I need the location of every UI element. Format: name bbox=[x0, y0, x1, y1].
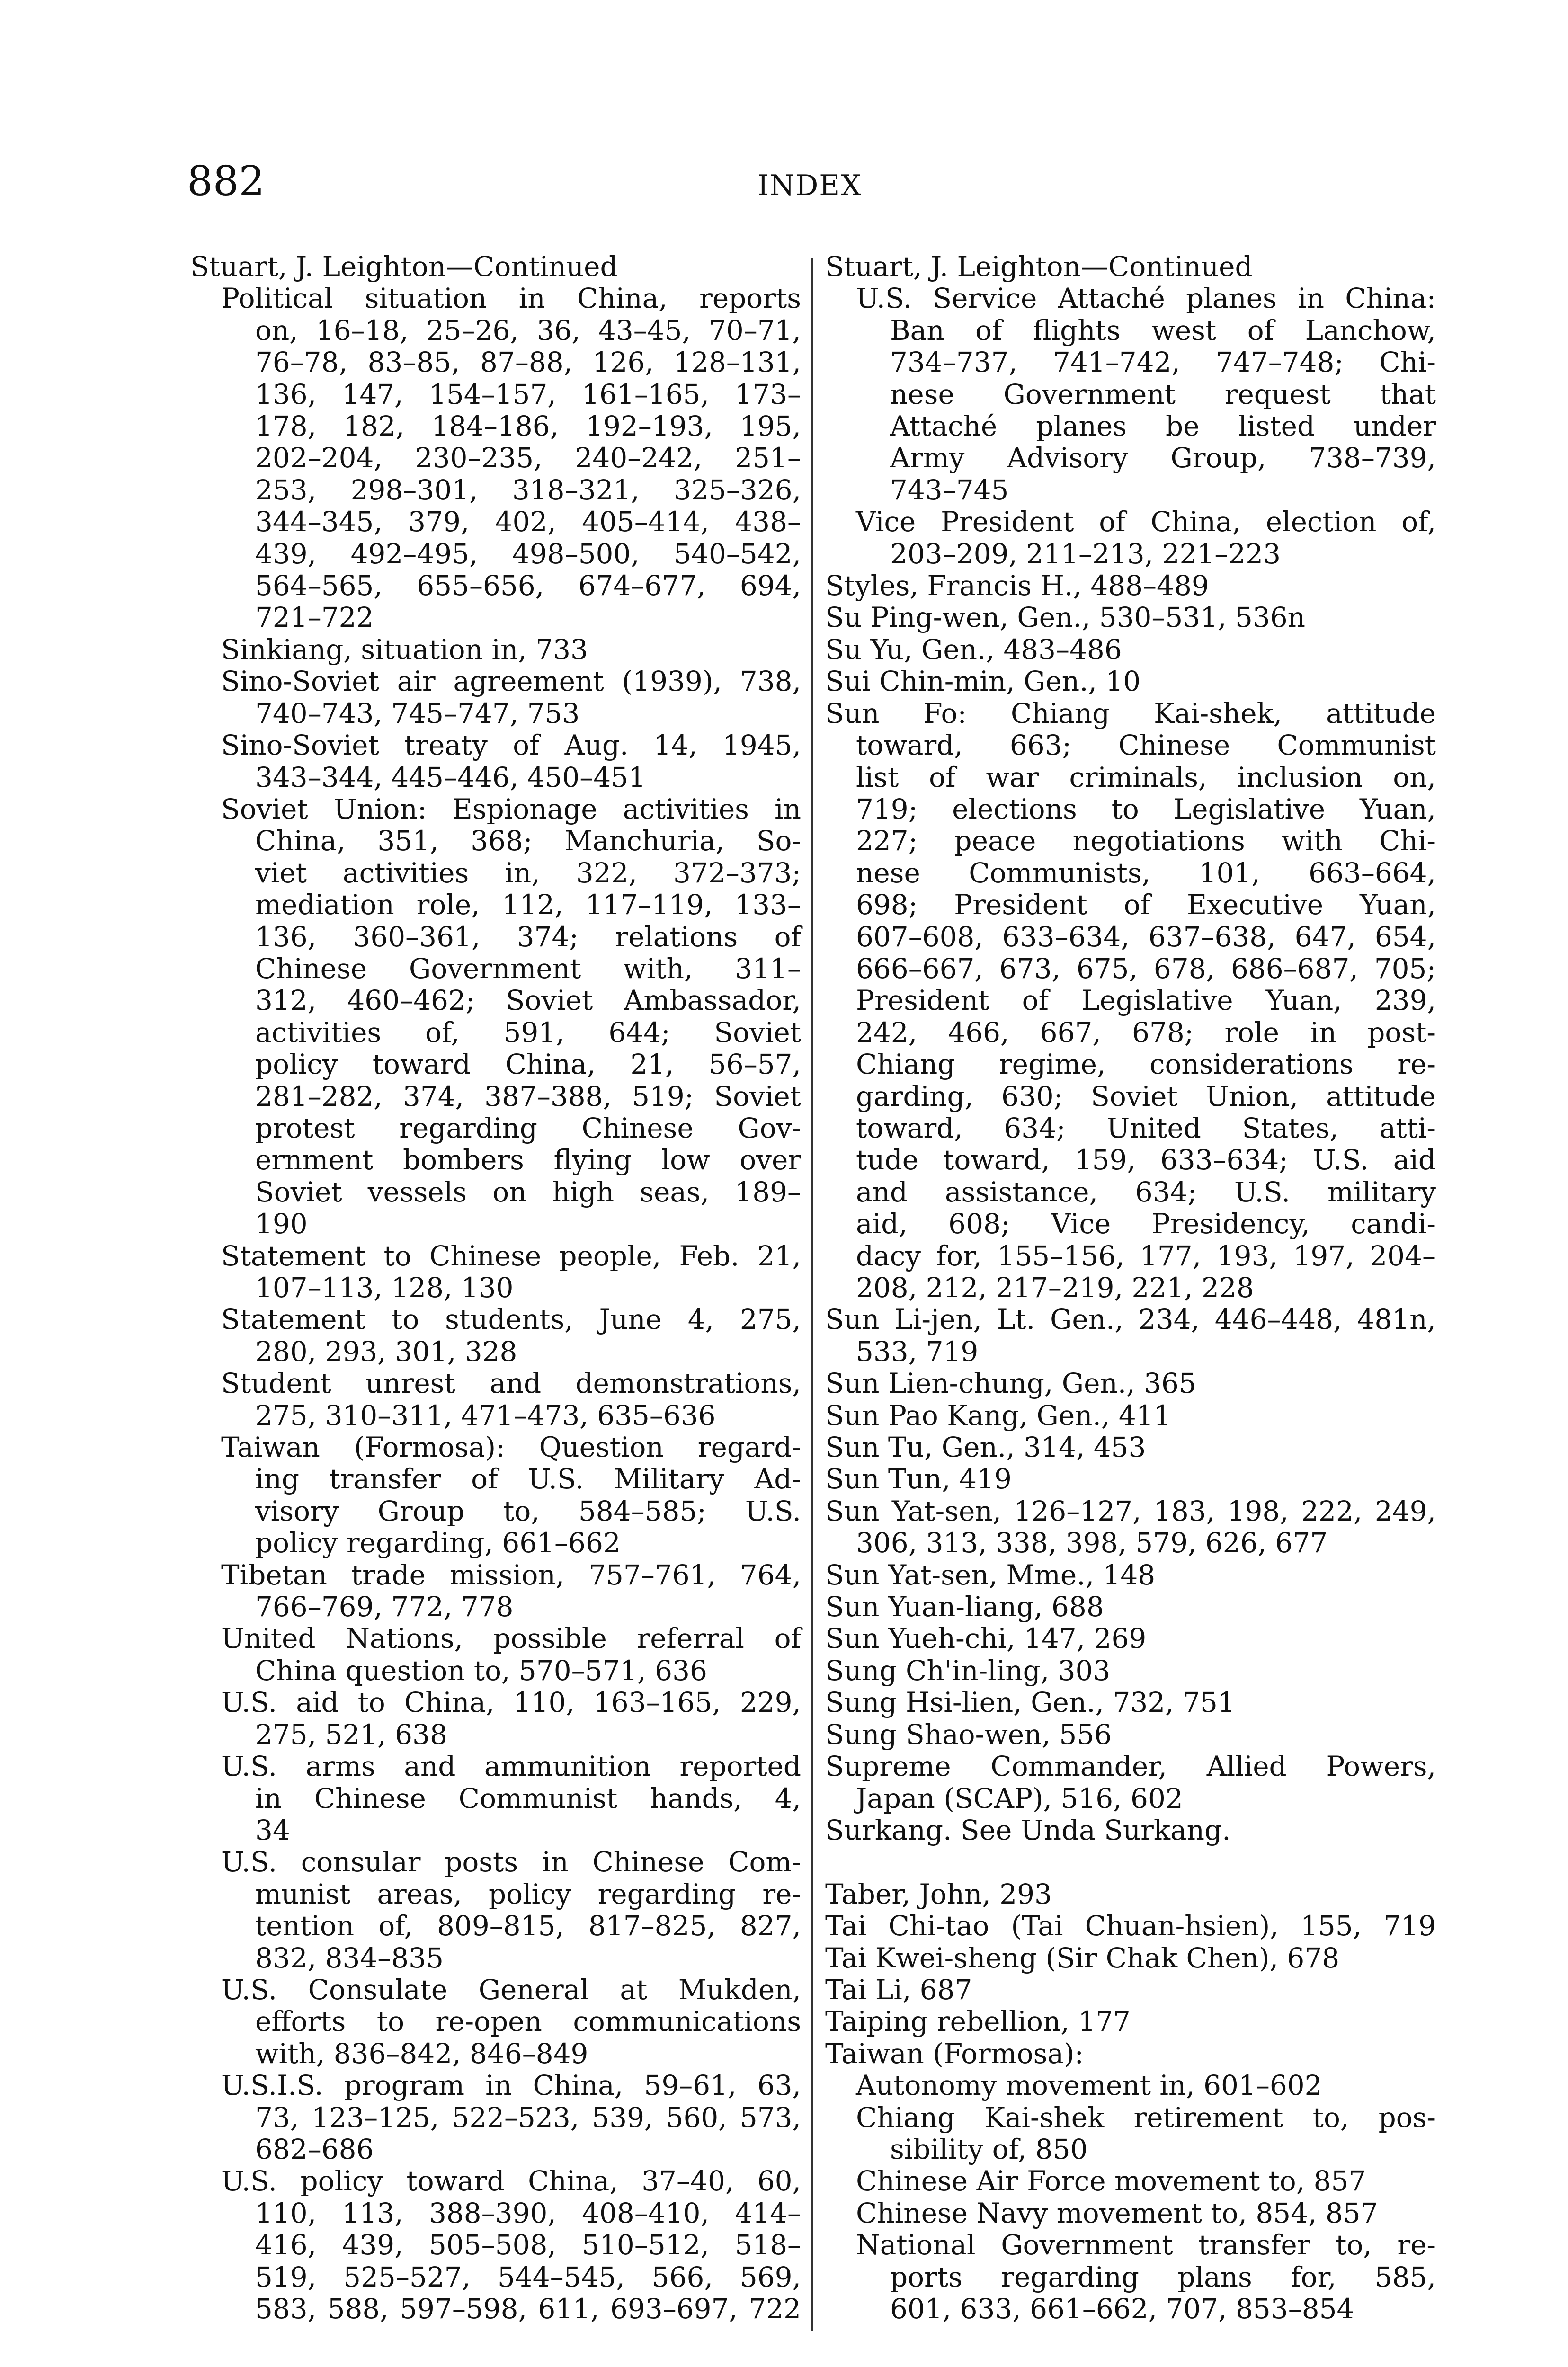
index-entry-line: 306, 313, 338, 398, 579, 626, 677 bbox=[856, 1527, 1328, 1559]
index-entry-line: Sun Li-jen, Lt. Gen., 234, 446–448, 481n, bbox=[825, 1303, 1436, 1336]
right-index-column bbox=[825, 251, 1436, 2325]
index-entry-line: with, 836–842, 846–849 bbox=[255, 2037, 588, 2070]
index-entry-line: on, 16–18, 25–26, 36, 43–45, 70–71, bbox=[255, 314, 801, 347]
index-entry-line: 343–344, 445–446, 450–451 bbox=[255, 761, 646, 793]
index-entry-line: Sino-Soviet treaty of Aug. 14, 1945, bbox=[221, 729, 801, 762]
index-entry-line: visory Group to, 584–585; U.S. bbox=[255, 1495, 801, 1527]
index-entry-line: 34 bbox=[255, 1814, 290, 1846]
index-entry-line: 719; elections to Legislative Yuan, bbox=[856, 792, 1436, 825]
index-entry-line bbox=[825, 1846, 1436, 1878]
index-entry-line: 208, 212, 217–219, 221, 228 bbox=[856, 1272, 1254, 1304]
index-entry-line: aid, 608; Vice Presidency, candi- bbox=[856, 1208, 1436, 1240]
index-entry-line: Sinkiang, situation in, 733 bbox=[221, 633, 588, 666]
index-entry-line: Tai Li, 687 bbox=[825, 1973, 972, 2006]
index-entry-line: Sun Lien-chung, Gen., 365 bbox=[825, 1367, 1196, 1400]
index-entry-line: U.S. arms and ammunition reported bbox=[221, 1750, 801, 1783]
index-entry-line: Chinese Air Force movement to, 857 bbox=[856, 2165, 1366, 2198]
index-entry-line: Soviet Union: Espionage activities in bbox=[221, 792, 801, 825]
index-entry-line: Su Yu, Gen., 483–486 bbox=[825, 633, 1122, 666]
index-entry-line: Sung Ch'in-ling, 303 bbox=[825, 1654, 1111, 1687]
index-entry-line: Sun Tu, Gen., 314, 453 bbox=[825, 1431, 1146, 1464]
index-entry-line: Chiang Kai-shek retirement to, pos- bbox=[856, 2101, 1436, 2134]
index-entry-line: 439, 492–495, 498–500, 540–542, bbox=[255, 537, 801, 570]
index-entry-line: Sun Fo: Chiang Kai-shek, attitude bbox=[825, 697, 1436, 730]
index-entry-line: efforts to re-open communications bbox=[255, 2005, 801, 2038]
index-entry-line: 275, 521, 638 bbox=[255, 1718, 447, 1751]
index-entry-line: 416, 439, 505–508, 510–512, 518– bbox=[255, 2229, 801, 2261]
index-entry-line: 698; President of Executive Yuan, bbox=[856, 889, 1436, 921]
index-entry-line: National Government transfer to, re- bbox=[856, 2229, 1436, 2261]
index-entry-line: 136, 147, 154–157, 161–165, 173– bbox=[255, 378, 801, 410]
index-entry-line: 253, 298–301, 318–321, 325–326, bbox=[255, 473, 801, 506]
index-entry-line: Ban of flights west of Lanchow, bbox=[890, 314, 1436, 347]
index-entry-line: U.S. Consulate General at Mukden, bbox=[221, 1973, 801, 2006]
left-index-column bbox=[190, 251, 801, 2325]
index-entry-line: 73, 123–125, 522–523, 539, 560, 573, bbox=[255, 2101, 801, 2134]
index-entry-line: and assistance, 634; U.S. military bbox=[856, 1175, 1436, 1208]
index-entry-line: Japan (SCAP), 516, 602 bbox=[856, 1782, 1183, 1815]
index-entry-line: U.S.I.S. program in China, 59–61, 63, bbox=[221, 2069, 801, 2102]
column-divider bbox=[811, 258, 813, 2331]
index-entry-line: dacy for, 155–156, 177, 193, 197, 204– bbox=[856, 1239, 1436, 1272]
index-entry-line: Army Advisory Group, 738–739, bbox=[890, 442, 1436, 474]
index-entry-line: 203–209, 211–213, 221–223 bbox=[890, 537, 1281, 570]
index-entry-line: Sun Yuan-liang, 688 bbox=[825, 1591, 1104, 1623]
index-entry-line: activities of, 591, 644; Soviet bbox=[255, 1016, 801, 1049]
index-entry-line: 564–565, 655–656, 674–677, 694, bbox=[255, 570, 801, 602]
index-entry-line: 202–204, 230–235, 240–242, 251– bbox=[255, 442, 801, 474]
index-entry-line: Chinese Navy movement to, 854, 857 bbox=[856, 2197, 1378, 2229]
index-entry-line: Sun Tun, 419 bbox=[825, 1463, 1012, 1495]
index-entry-line: 740–743, 745–747, 753 bbox=[255, 697, 580, 730]
index-entry-line: sibility of, 850 bbox=[890, 2133, 1088, 2165]
index-entry-line: 110, 113, 388–390, 408–410, 414– bbox=[255, 2197, 801, 2229]
index-entry-line: ports regarding plans for, 585, bbox=[890, 2260, 1436, 2293]
index-entry-line: nese Communists, 101, 663–664, bbox=[856, 856, 1436, 889]
index-entry-line: U.S. aid to China, 110, 163–165, 229, bbox=[221, 1686, 801, 1719]
index-entry-line: 721–722 bbox=[255, 601, 374, 634]
index-entry-line: China question to, 570–571, 636 bbox=[255, 1654, 707, 1687]
index-entry-line: Sun Yat-sen, 126–127, 183, 198, 222, 249, bbox=[825, 1495, 1436, 1527]
index-entry-line: 766–769, 772, 778 bbox=[255, 1591, 514, 1623]
index-entry-line: 280, 293, 301, 328 bbox=[255, 1335, 517, 1368]
index-entry-line: 190 bbox=[255, 1208, 308, 1240]
index-entry-line: 275, 310–311, 471–473, 635–636 bbox=[255, 1399, 716, 1432]
index-entry-line: Supreme Commander, Allied Powers, bbox=[825, 1750, 1436, 1783]
index-entry-line: Sung Hsi-lien, Gen., 732, 751 bbox=[825, 1686, 1235, 1719]
index-entry-line: Sun Yat-sen, Mme., 148 bbox=[825, 1558, 1156, 1591]
index-entry-line: 136, 360–361, 374; relations of bbox=[255, 920, 801, 953]
index-entry-line: Stuart, J. Leighton—Continued bbox=[825, 250, 1253, 283]
index-entry-line: President of Legislative Yuan, 239, bbox=[856, 984, 1436, 1017]
index-entry-line: Taber, John, 293 bbox=[825, 1878, 1052, 1910]
index-entry-line: 832, 834–835 bbox=[255, 1941, 444, 1974]
index-entry-line: tude toward, 159, 633–634; U.S. aid bbox=[856, 1144, 1436, 1176]
index-entry-line: nese Government request that bbox=[890, 378, 1436, 410]
page-number: 882 bbox=[187, 158, 265, 205]
index-entry-line: Styles, Francis H., 488–489 bbox=[825, 570, 1209, 602]
index-entry-line: Stuart, J. Leighton—Continued bbox=[190, 250, 618, 283]
index-entry-line: Soviet vessels on high seas, 189– bbox=[255, 1175, 801, 1208]
index-entry-line: Tibetan trade mission, 757–761, 764, bbox=[221, 1558, 801, 1591]
index-entry-line: munist areas, policy regarding re- bbox=[255, 1878, 801, 1910]
index-entry-line: Statement to students, June 4, 275, bbox=[221, 1303, 801, 1336]
index-entry-line: 743–745 bbox=[890, 473, 1009, 506]
index-entry-line: Statement to Chinese people, Feb. 21, bbox=[221, 1239, 801, 1272]
index-entry-line: U.S. Service Attaché planes in China: bbox=[856, 282, 1436, 315]
index-entry-line: Taiwan (Formosa): Question regard- bbox=[221, 1431, 801, 1464]
index-entry-line: ing transfer of U.S. Military Ad- bbox=[255, 1463, 801, 1495]
index-entry-line: 533, 719 bbox=[856, 1335, 979, 1368]
index-entry-line: Student unrest and demonstrations, bbox=[221, 1367, 801, 1400]
index-entry-line: policy regarding, 661–662 bbox=[255, 1527, 621, 1559]
index-entry-line: 682–686 bbox=[255, 2133, 374, 2165]
index-entry-line: 734–737, 741–742, 747–748; Chi- bbox=[890, 346, 1436, 379]
index-entry-line: 607–608, 633–634, 637–638, 647, 654, bbox=[856, 920, 1436, 953]
index-entry-line: Sung Shao-wen, 556 bbox=[825, 1718, 1112, 1751]
index-entry-line: garding, 630; Soviet Union, attitude bbox=[856, 1080, 1436, 1112]
index-entry-line: 312, 460–462; Soviet Ambassador, bbox=[255, 984, 801, 1017]
index-entry-line: U.S. consular posts in Chinese Com- bbox=[221, 1846, 801, 1878]
index-entry-line: 178, 182, 184–186, 192–193, 195, bbox=[255, 410, 801, 443]
index-entry-line: viet activities in, 322, 372–373; bbox=[255, 856, 801, 889]
index-entry-line: ernment bombers flying low over bbox=[255, 1144, 801, 1176]
index-entry-line: Su Ping-wen, Gen., 530–531, 536n bbox=[825, 601, 1306, 634]
index-entry-line: Sun Yueh-chi, 147, 269 bbox=[825, 1622, 1147, 1655]
index-entry-line: Attaché planes be listed under bbox=[890, 410, 1436, 443]
index-entry-line: in Chinese Communist hands, 4, bbox=[255, 1782, 801, 1815]
index-entry-line: Chiang regime, considerations re- bbox=[856, 1048, 1436, 1081]
index-entry-line: Sun Pao Kang, Gen., 411 bbox=[825, 1399, 1171, 1432]
index-entry-line: 344–345, 379, 402, 405–414, 438– bbox=[255, 506, 801, 538]
index-entry-line: 601, 633, 661–662, 707, 853–854 bbox=[890, 2292, 1354, 2325]
index-entry-line: 583, 588, 597–598, 611, 693–697, 722 bbox=[255, 2293, 801, 2325]
index-entry-line: 281–282, 374, 387–388, 519; Soviet bbox=[255, 1080, 801, 1112]
index-entry-line: 242, 466, 667, 678; role in post- bbox=[856, 1016, 1436, 1049]
index-entry-line: Tai Kwei-sheng (Sir Chak Chen), 678 bbox=[825, 1941, 1340, 1974]
index-entry-line: 76–78, 83–85, 87–88, 126, 128–131, bbox=[255, 346, 801, 379]
index-entry-line: Autonomy movement in, 601–602 bbox=[856, 2069, 1322, 2102]
index-entry-line: 519, 525–527, 544–545, 566, 569, bbox=[255, 2260, 801, 2293]
index-entry-line: Sui Chin-min, Gen., 10 bbox=[825, 665, 1141, 698]
index-entry-line: Chinese Government with, 311– bbox=[255, 952, 801, 985]
index-entry-line: China, 351, 368; Manchuria, So- bbox=[255, 825, 801, 857]
page-title: INDEX bbox=[757, 169, 862, 202]
index-entry-line: mediation role, 112, 117–119, 133– bbox=[255, 889, 801, 921]
index-entry-line: 227; peace negotiations with Chi- bbox=[856, 825, 1436, 857]
index-entry-line: United Nations, possible referral of bbox=[221, 1622, 801, 1655]
index-entry-line: 666–667, 673, 675, 678, 686–687, 705; bbox=[856, 952, 1436, 985]
index-entry-line: protest regarding Chinese Gov- bbox=[255, 1112, 801, 1144]
index-entry-line: Sino-Soviet air agreement (1939), 738, bbox=[221, 665, 801, 698]
index-entry-line: Taiwan (Formosa): bbox=[825, 2037, 1084, 2070]
index-entry-line: Political situation in China, reports bbox=[221, 282, 801, 315]
index-entry-line: 107–113, 128, 130 bbox=[255, 1272, 514, 1304]
index-entry-line: U.S. policy toward China, 37–40, 60, bbox=[221, 2165, 801, 2198]
index-entry-line: tention of, 809–815, 817–825, 827, bbox=[255, 1910, 801, 1942]
index-entry-line: toward, 634; United States, atti- bbox=[856, 1112, 1436, 1144]
index-entry-line: Vice President of China, election of, bbox=[856, 506, 1436, 538]
index-entry-line: Tai Chi-tao (Tai Chuan-hsien), 155, 719 bbox=[825, 1910, 1436, 1942]
index-entry-line: Taiping rebellion, 177 bbox=[825, 2005, 1131, 2038]
index-entry-line: list of war criminals, inclusion on, bbox=[856, 761, 1436, 793]
index-entry-line: Surkang. See Unda Surkang. bbox=[825, 1814, 1231, 1846]
index-entry-line: policy toward China, 21, 56–57, bbox=[255, 1048, 801, 1081]
index-entry-line: toward, 663; Chinese Communist bbox=[856, 729, 1436, 762]
